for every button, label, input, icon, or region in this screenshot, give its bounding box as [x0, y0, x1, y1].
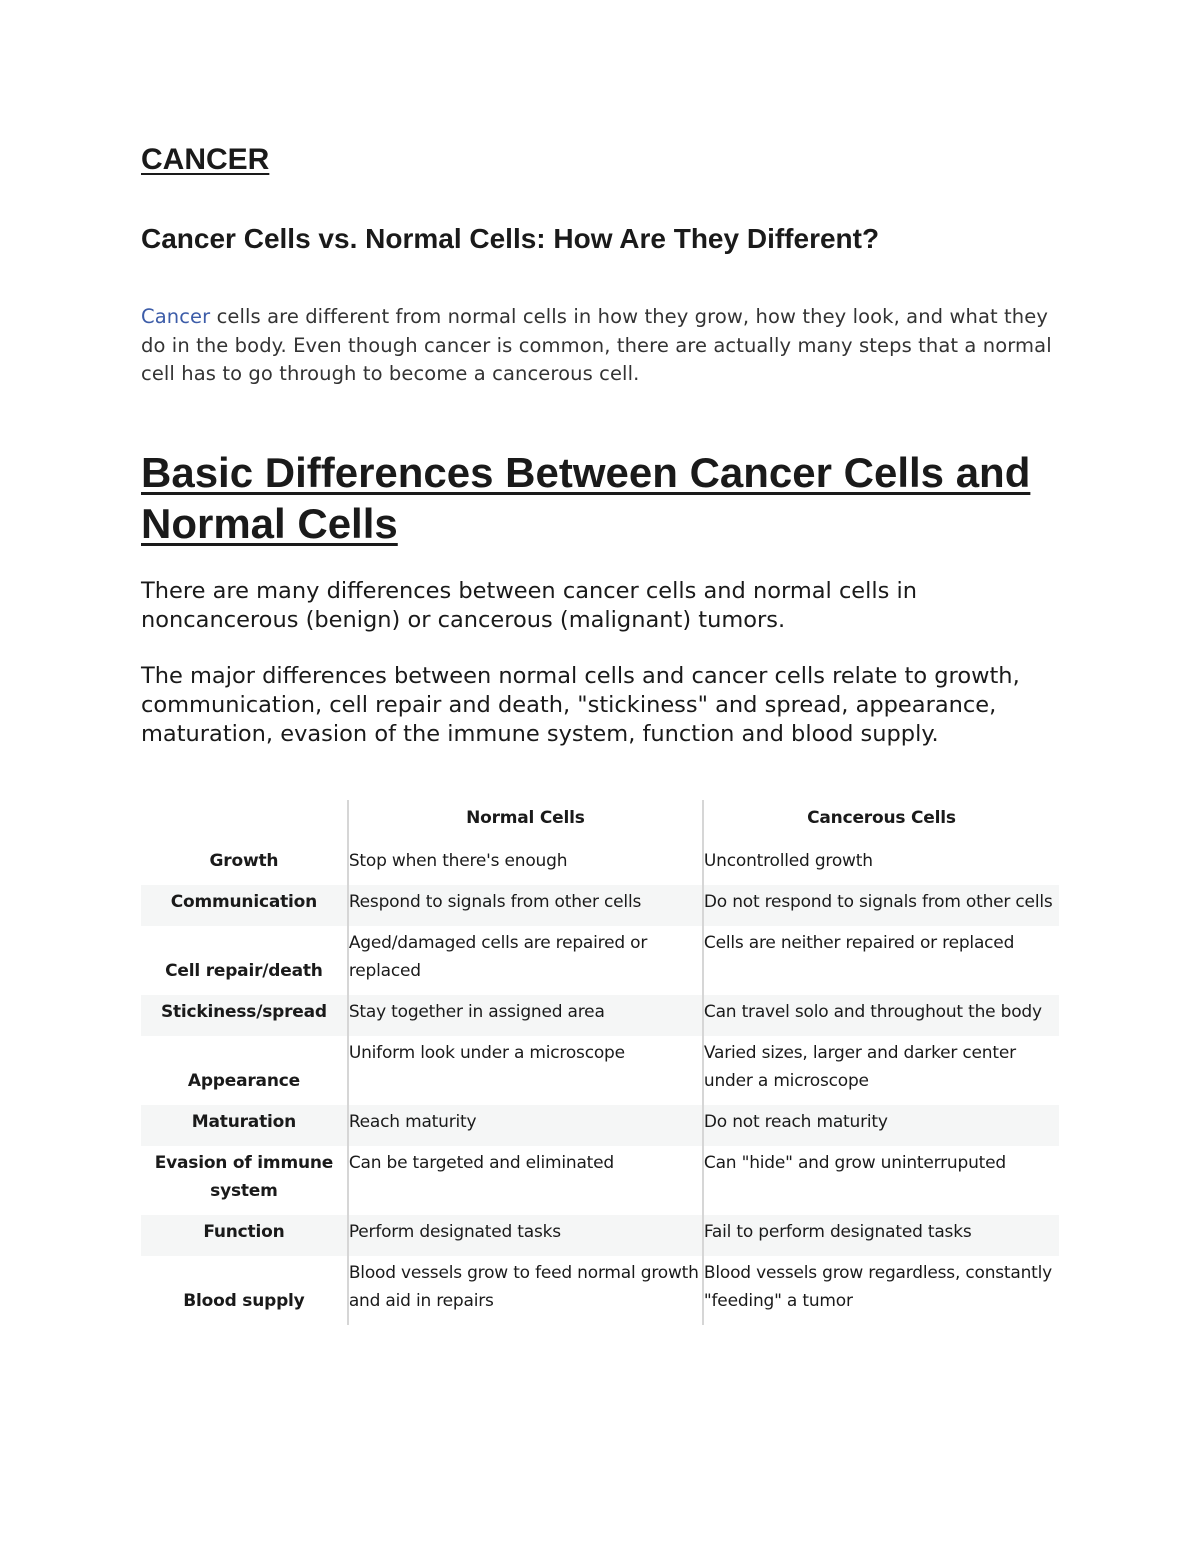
table-row: [141, 844, 1059, 885]
cancerous-cell-value: Do not respond to signals from other cells: [703, 885, 1059, 926]
normal-cell-value: Reach maturity: [348, 1105, 703, 1146]
table-row: [141, 1036, 1059, 1105]
cancerous-cell-value: Varied sizes, larger and darker center under a microscope: [703, 1036, 1059, 1105]
row-label: Maturation: [191, 1112, 297, 1132]
intro-text: cells are different from normal cells in how they grow, how they look, and what they do in the body. Even though cancer is common, there are actually many steps that a normal cell has to go through to become a cancerous cell.: [141, 305, 1052, 385]
normal-cell-value: Stop when there's enough: [348, 844, 703, 885]
row-label: Growth: [209, 851, 279, 871]
row-label: Stickiness/spread: [160, 1002, 327, 1022]
cancerous-cell-value: Can travel solo and throughout the body: [703, 995, 1059, 1036]
cancerous-cell-value: Fail to perform designated tasks: [703, 1215, 1059, 1256]
header-normal-cells: Normal Cells: [348, 800, 703, 844]
header-empty-cell: [141, 800, 348, 844]
normal-cell-value: Uniform look under a microscope: [348, 1036, 703, 1105]
normal-cell-value: Respond to signals from other cells: [348, 885, 703, 926]
table-row: [141, 995, 1059, 1036]
row-label: Appearance: [187, 1071, 300, 1091]
table-row: [141, 885, 1059, 926]
paragraph-major-differences: The major differences between normal cells and cancer cells relate to growth, communication, cell repair and death, "stickiness" and spread, appearance, maturation, evasion of the immune system, function and blood supply.: [141, 663, 1020, 747]
document-subtitle: Cancer Cells vs. Normal Cells: How Are They Different?: [141, 223, 880, 254]
row-label: Function: [203, 1222, 285, 1242]
cancer-link[interactable]: Cancer: [141, 305, 211, 328]
document-title: CANCER: [141, 143, 270, 176]
table-row: [141, 1215, 1059, 1256]
paragraph-differences: There are many differences between cancer cells and normal cells in noncancerous (benign) or cancerous (malignant) tumors.: [141, 578, 918, 633]
cancerous-cell-value: Cells are neither repaired or replaced: [703, 926, 1059, 995]
row-label: Cell repair/death: [165, 961, 323, 981]
normal-cell-value: Perform designated tasks: [348, 1215, 703, 1256]
differences-table: [141, 800, 1059, 1325]
cancerous-cell-value: Can "hide" and grow uninterruputed: [703, 1146, 1059, 1215]
table-row: [141, 1256, 1059, 1325]
row-label: Evasion of immune system: [154, 1153, 334, 1201]
intro-paragraph: [141, 303, 1059, 389]
row-label: Blood supply: [183, 1291, 305, 1311]
normal-cell-value: Can be targeted and eliminated: [348, 1146, 703, 1215]
cancerous-cell-value: Do not reach maturity: [703, 1105, 1059, 1146]
table-row: [141, 1105, 1059, 1146]
table-row: [141, 1146, 1059, 1215]
table-row: [141, 926, 1059, 995]
normal-cell-value: Stay together in assigned area: [348, 995, 703, 1036]
section-heading: Basic Differences Between Cancer Cells and Normal Cells: [141, 449, 1031, 547]
row-label: Communication: [170, 892, 318, 912]
normal-cell-value: Blood vessels grow to feed normal growth and aid in repairs: [348, 1256, 703, 1325]
cancerous-cell-value: Blood vessels grow regardless, constantly "feeding" a tumor: [703, 1256, 1059, 1325]
normal-cell-value: Aged/damaged cells are repaired or replaced: [348, 926, 703, 995]
table-body: [141, 844, 1059, 1325]
cancerous-cell-value: Uncontrolled growth: [703, 844, 1059, 885]
table-header-row: [141, 800, 1059, 844]
header-cancerous-cells: Cancerous Cells: [703, 800, 1059, 844]
